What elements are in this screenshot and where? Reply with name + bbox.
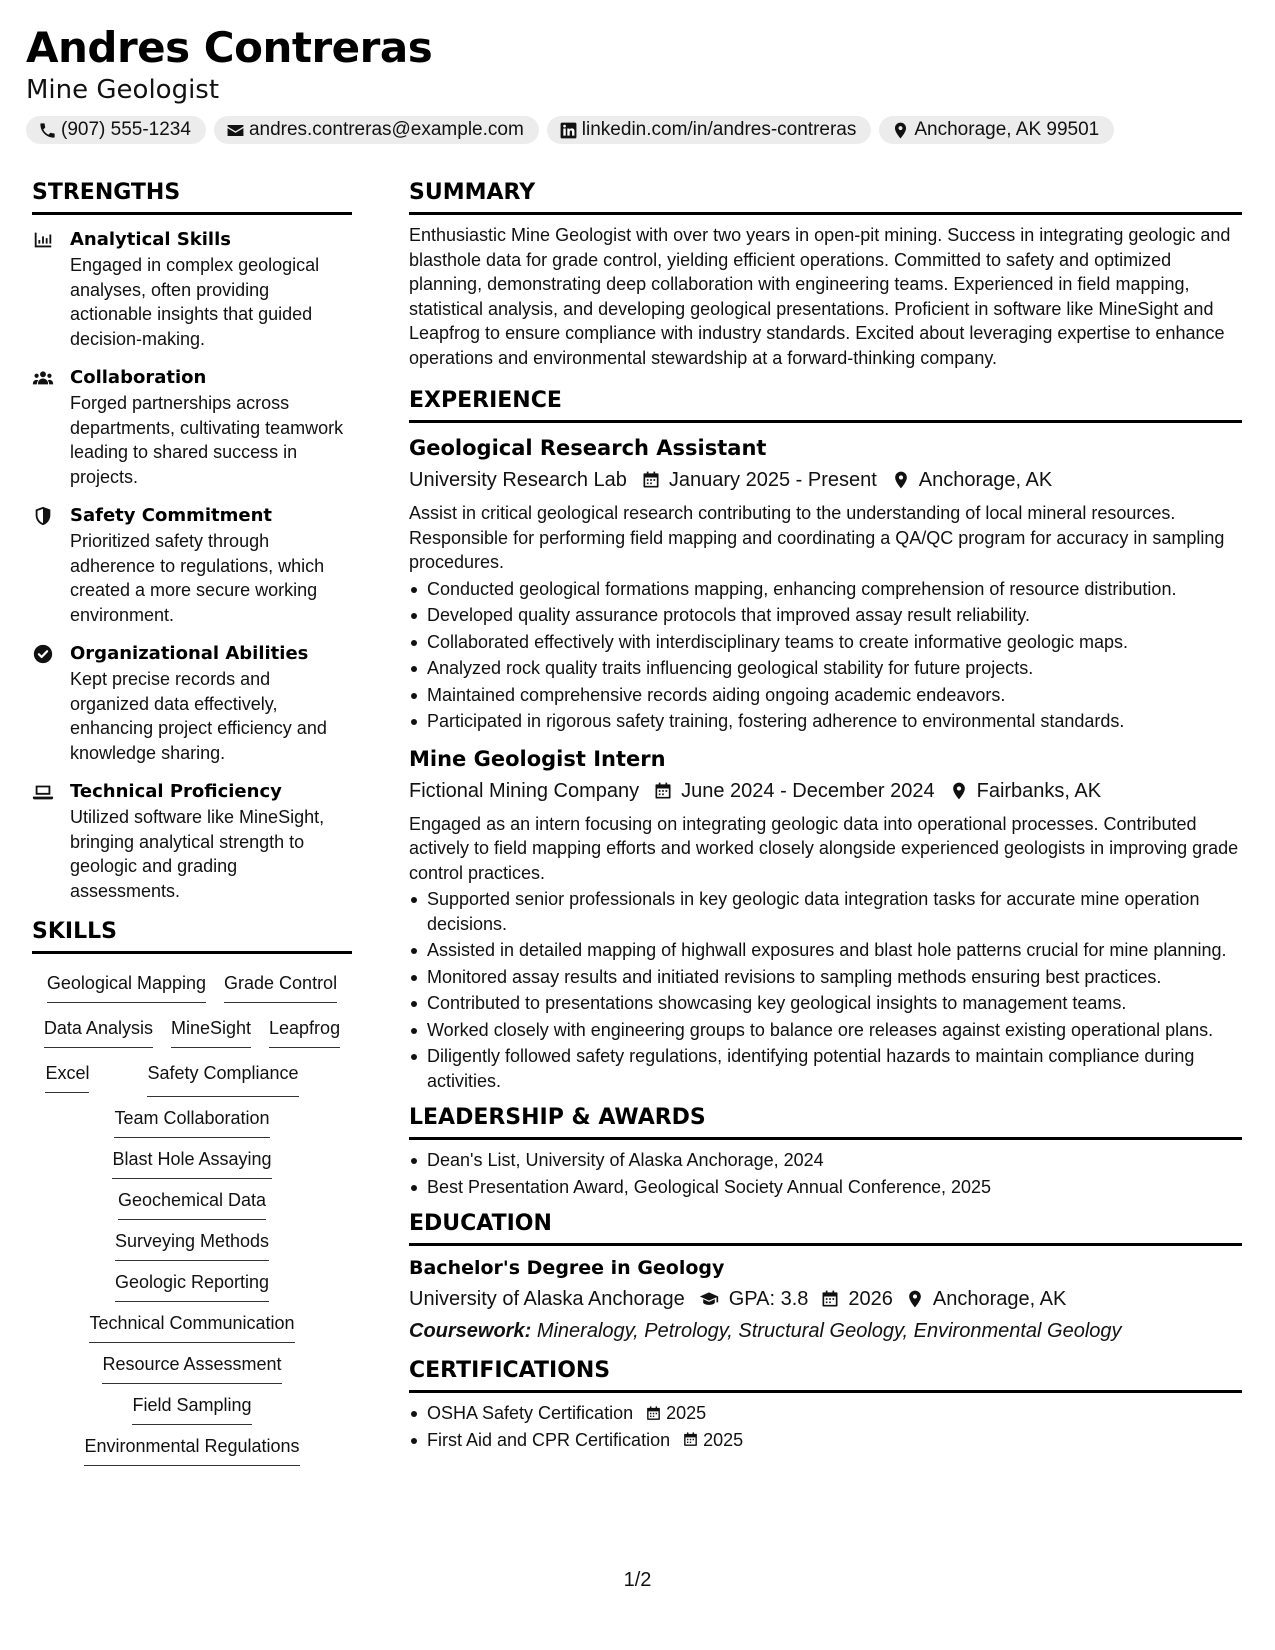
contact-email[interactable]	[214, 116, 539, 144]
resume-header	[26, 22, 1249, 144]
strength-item	[32, 641, 352, 765]
strength-item	[32, 365, 352, 489]
map-pin-icon	[891, 121, 910, 140]
skills-section	[32, 917, 352, 1466]
bar-chart-icon	[32, 229, 54, 251]
list-item: Assisted in detailed mapping of highwall exposures and blast hole patterns crucial for mine planning.	[409, 938, 1242, 963]
job-bullets	[409, 577, 1242, 734]
map-pin-icon	[949, 781, 969, 801]
strength-item	[32, 227, 352, 351]
envelope-icon	[226, 121, 245, 140]
users-icon	[32, 367, 54, 389]
skill-tag: Geological Mapping	[47, 970, 206, 1003]
strength-title: Analytical Skills	[70, 229, 231, 250]
list-item: Conducted geological formations mapping, enhancing comprehension of resource distribution.	[409, 577, 1242, 602]
graduation-year: 2026	[848, 1288, 893, 1310]
skill-tag: Technical Communication	[89, 1310, 294, 1343]
strength-description: Kept precise records and organized data effectively, enhancing project efficiency and knowledge sharing.	[70, 669, 327, 763]
map-pin-icon	[905, 1289, 925, 1309]
skill-tag: Blast Hole Assaying	[112, 1146, 271, 1179]
job-entry	[409, 433, 1242, 734]
list-item: Developed quality assurance protocols that improved assay result reliability.	[409, 603, 1242, 628]
summary-heading: SUMMARY	[409, 178, 1242, 215]
job-meta	[409, 776, 1242, 806]
list-item: Collaborated effectively with interdisciplinary teams to create informative geologic maps.	[409, 630, 1242, 655]
contact-bar	[26, 116, 1249, 144]
skill-tag: Environmental Regulations	[84, 1433, 299, 1466]
skill-tag: Data Analysis	[44, 1015, 153, 1048]
job-title: Mine Geologist Intern	[409, 746, 666, 771]
list-item	[409, 1401, 1242, 1426]
leadership-heading: LEADERSHIP & AWARDS	[409, 1103, 1242, 1140]
laptop-icon	[32, 781, 54, 803]
calendar-icon	[682, 1431, 699, 1448]
skill-tag: Excel	[45, 1060, 89, 1093]
experience-heading: EXPERIENCE	[409, 386, 1242, 423]
right-column	[409, 178, 1242, 1454]
strength-description: Prioritized safety through adherence to regulations, which created a more secure working environment.	[70, 531, 325, 625]
skills-heading: SKILLS	[32, 917, 352, 954]
candidate-name: Andres Contreras	[26, 23, 433, 72]
certifications-section	[409, 1356, 1242, 1452]
job-company: University Research Lab	[409, 469, 627, 491]
skill-tag: Team Collaboration	[114, 1105, 269, 1138]
certification-name: First Aid and CPR Certification	[427, 1429, 671, 1450]
list-item: Best Presentation Award, Geological Society Annual Conference, 2025	[409, 1175, 1242, 1200]
list-item	[409, 1428, 1242, 1453]
list-item: Worked closely with engineering groups to balance ore releases against existing operational plans.	[409, 1018, 1242, 1043]
contact-linkedin[interactable]	[547, 116, 872, 144]
skill-tag: MineSight	[171, 1015, 251, 1048]
job-location: Fairbanks, AK	[976, 779, 1102, 802]
education-section	[409, 1209, 1242, 1346]
map-pin-icon	[891, 470, 911, 490]
shield-icon	[32, 505, 54, 527]
list-item: Participated in rigorous safety training, fostering adherence to environmental standards.	[409, 709, 1242, 734]
calendar-icon	[820, 1289, 840, 1309]
skill-tag: Surveying Methods	[115, 1228, 269, 1261]
education-heading: EDUCATION	[409, 1209, 1242, 1246]
strength-title: Organizational Abilities	[70, 643, 309, 664]
certification-year: 2025	[666, 1403, 707, 1423]
skill-tag: Safety Compliance	[147, 1060, 298, 1097]
contact-phone[interactable]	[26, 116, 206, 144]
check-circle-icon	[32, 643, 54, 665]
skill-tag: Field Sampling	[132, 1392, 251, 1425]
job-meta	[409, 465, 1242, 495]
summary-text: Enthusiastic Mine Geologist with over two years in open-pit mining. Success in integrating geologic and blasthole data for grade control, yielding efficient operations. Committed to safety and optimized planning, demonstrating deep collaboration with engineering teams. Experienced in field mapping, statistical analysis, and developing geological presentations. Proficient in software like MineSight and Leapfrog to ensure compliance with industry standards. Excited about leveraging expertise to enhance operations and environmental stewardship at a forward-thinking company.	[409, 225, 1231, 368]
skill-tag: Leapfrog	[269, 1015, 340, 1048]
degree-title: Bachelor's Degree in Geology	[409, 1257, 725, 1279]
list-item: Maintained comprehensive records aiding ongoing academic endeavors.	[409, 683, 1242, 708]
gpa: GPA: 3.8	[728, 1288, 809, 1310]
strength-description: Forged partnerships across departments, cultivating teamwork leading to shared success in projects.	[70, 393, 344, 487]
page-number: 1/2	[623, 1569, 652, 1591]
strength-description: Engaged in complex geological analyses, often providing actionable insights that guided decision-making.	[70, 255, 320, 349]
list-item: Dean's List, University of Alaska Anchorage, 2024	[409, 1148, 1242, 1173]
list-item: Monitored assay results and initiated revisions to sampling methods ensuring best practices.	[409, 965, 1242, 990]
leadership-section	[409, 1103, 1242, 1199]
job-dates: January 2025 - Present	[668, 469, 877, 491]
strength-title: Safety Commitment	[70, 505, 272, 526]
graduation-cap-icon	[697, 1289, 721, 1309]
job-location: Anchorage, AK	[918, 469, 1053, 491]
calendar-icon	[645, 1405, 662, 1422]
strength-item	[32, 503, 352, 627]
job-title: Geological Research Assistant	[409, 436, 767, 460]
contact-location[interactable]	[879, 116, 1114, 144]
contact-email-text: andres.contreras@example.com	[248, 119, 524, 140]
job-description: Assist in critical geological research contributing to the understanding of local mineral resources. Responsible for performing field mapping and coordinating a QA/QC program for accuracy in sampling procedures.	[409, 503, 1225, 572]
contact-phone-text: (907) 555-1234	[61, 119, 191, 140]
list-item: Diligently followed safety regulations, identifying potential hazards to maintain compliance during activities.	[409, 1044, 1242, 1093]
strength-item	[32, 779, 352, 903]
list-item: Supported senior professionals in key geologic data integration tasks for accurate mine operation decisions.	[409, 887, 1242, 936]
education-meta	[409, 1284, 1242, 1314]
list-item: Contributed to presentations showcasing key geological insights to management teams.	[409, 991, 1242, 1016]
list-item: Analyzed rock quality traits influencing geological stability for future projects.	[409, 656, 1242, 681]
coursework-list: Mineralogy, Petrology, Structural Geology, Environmental Geology	[536, 1320, 1122, 1342]
certification-year: 2025	[703, 1429, 744, 1450]
job-description: Engaged as an intern focusing on integrating geologic data into operational processes. Contributed actively to field mapping efforts and worked closely alongside experienced geologists in improving grade control practices.	[409, 813, 1239, 883]
skill-tag: Resource Assessment	[102, 1351, 281, 1384]
skills-list	[32, 970, 352, 1466]
strength-title: Collaboration	[70, 367, 207, 388]
coursework	[409, 1316, 1242, 1346]
school-location: Anchorage, AK	[932, 1288, 1067, 1310]
job-dates: June 2024 - December 2024	[681, 779, 935, 802]
strengths-heading: STRENGTHS	[32, 178, 352, 215]
school-name: University of Alaska Anchorage	[409, 1288, 685, 1310]
left-column	[32, 178, 352, 1466]
contact-location-text: Anchorage, AK 99501	[914, 119, 1100, 140]
certification-name: OSHA Safety Certification	[427, 1403, 634, 1423]
skill-tag: Grade Control	[224, 970, 337, 1003]
calendar-icon	[641, 470, 661, 490]
contact-linkedin-text: linkedin.com/in/andres-contreras	[581, 119, 857, 140]
leadership-list	[409, 1148, 1242, 1199]
strength-title: Technical Proficiency	[70, 781, 282, 802]
candidate-title: Mine Geologist	[26, 75, 220, 105]
strength-description: Utilized software like MineSight, bringing analytical strength to geologic and grading assessments.	[70, 807, 325, 901]
linkedin-icon	[559, 121, 578, 140]
skill-tag: Geologic Reporting	[115, 1269, 269, 1302]
phone-icon	[38, 121, 57, 140]
job-bullets	[409, 887, 1242, 1093]
skill-tag: Geochemical Data	[118, 1187, 266, 1220]
certifications-heading: CERTIFICATIONS	[409, 1356, 1242, 1393]
coursework-label: Coursework:	[409, 1320, 532, 1342]
calendar-icon	[653, 781, 673, 801]
job-company: Fictional Mining Company	[409, 779, 640, 802]
job-entry	[409, 744, 1242, 1094]
certifications-list	[409, 1401, 1242, 1452]
strengths-list	[32, 227, 352, 903]
